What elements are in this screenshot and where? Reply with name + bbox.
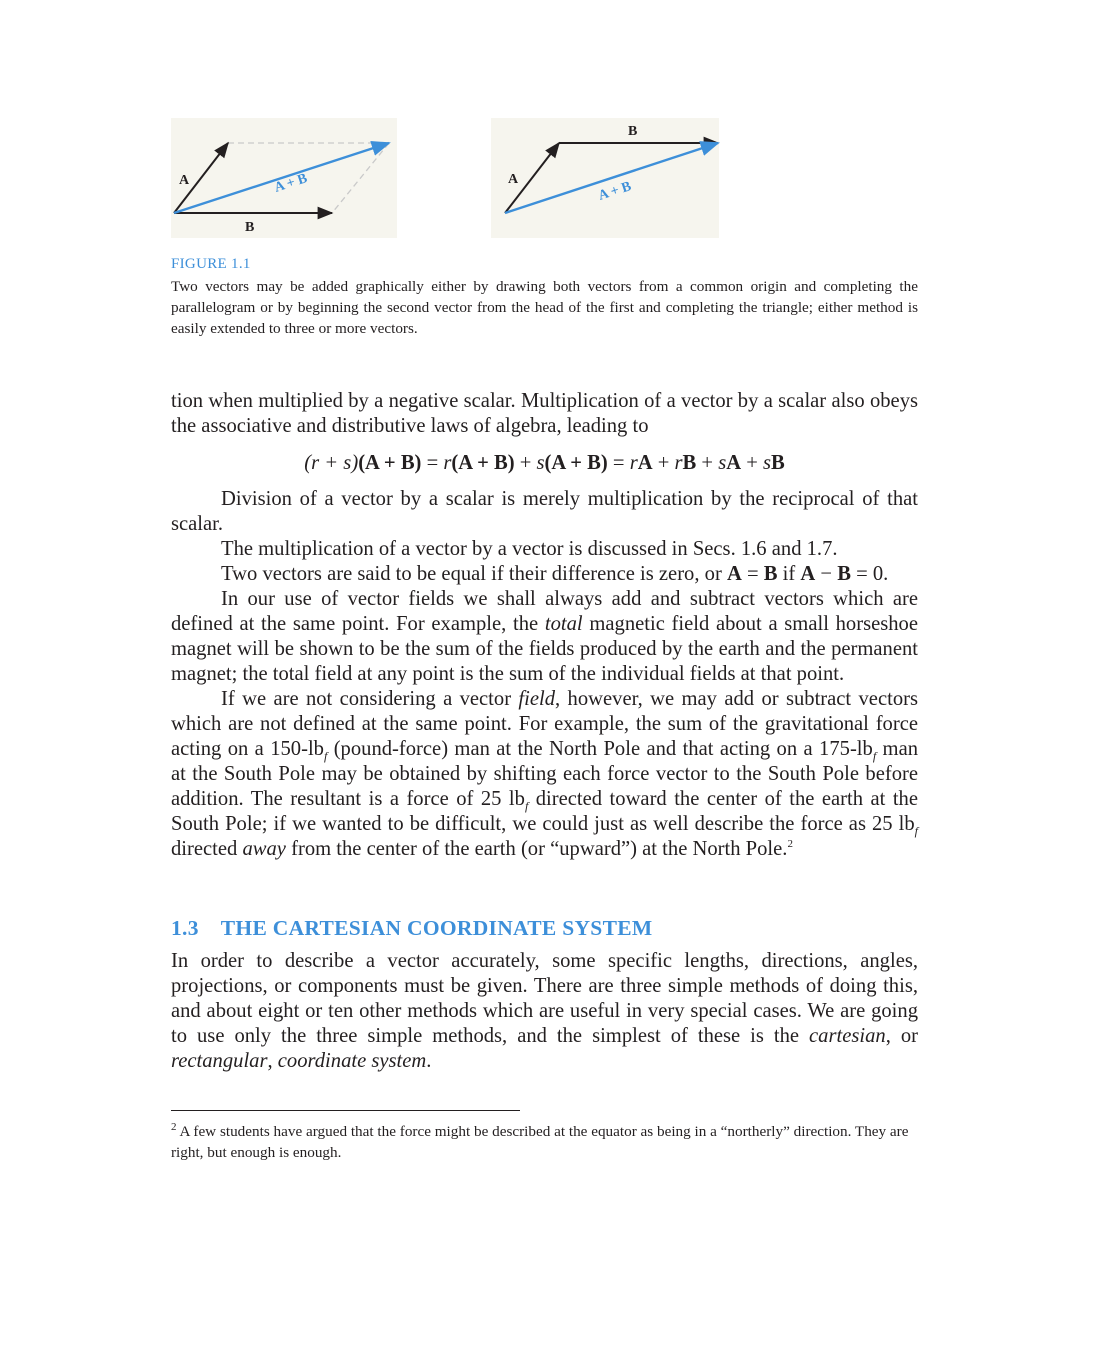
paragraph-continuation: tion when multiplied by a negative scalar. Multiplication of a vector by a scalar also obeys the associative and distributive laws of algebra, leading to [171,390,918,437]
label-a-left: A [179,173,190,188]
eq-op: + [696,452,719,474]
text-run: from the center of the earth (or “upward”) at the North Pole. [285,838,788,860]
footnote [171,1121,918,1163]
text-run: , or [885,1025,918,1047]
paragraph-gravitational-force [171,687,918,862]
text-run: rectangular [171,1050,268,1072]
section-heading [171,916,918,941]
eq-term: B [682,452,697,474]
eq-op: = [421,452,444,474]
footnote-ref[interactable]: 2 [787,838,793,851]
page [171,118,918,1163]
footnote-text: A few students have argued that the force might be described at the equator as being in a “northerly” direction. They are right, but enough is enough. [171,1123,909,1161]
text-run: cartesian [809,1025,886,1047]
subscript: f [323,749,328,764]
text-run: total [544,613,583,635]
paragraph-division: Division of a vector by a scalar is merely multiplication by the reciprocal of that scalar. [171,488,918,535]
eq-term: (r + s) [304,452,359,474]
paragraph-multiplication: The multiplication of a vector by a vector is discussed in Secs. 1.6 and 1.7. [221,538,838,560]
footnote-mark: 2 [171,1120,177,1133]
eq-op: + [741,452,763,474]
label-a-right: A [508,172,519,187]
text-run: directed toward the center of the earth at the South Pole; if we wanted to be difficult, we could just as well describe the force as 25 lb [171,788,918,835]
eq-term: A [726,452,742,474]
eq-term: r [443,452,452,474]
figure-label: FIGURE 1.1 [171,256,251,272]
text-run: directed [171,838,243,860]
eq-term: (A + B) [451,452,515,474]
text-run: B [837,563,851,585]
vector-addition-diagram [171,118,731,250]
eq-op: + [514,452,537,474]
eq-term: (A + B) [358,452,422,474]
eq-term: r [674,452,683,474]
text-run: A [726,563,742,585]
eq-op: + [652,452,675,474]
text-run: Two vectors are said to be equal if their difference is zero, or [221,563,727,585]
text-run: − [815,563,838,585]
text-run: coordinate system [277,1050,427,1072]
eq-term: (A + B) [544,452,608,474]
label-sum-right: A + B [596,179,634,204]
subscript: f [872,749,877,764]
text-run: , however, we may add or subtract vectors which are not defined at the same point. For example, the sum of the gravitational force acting on a 150-lb [171,688,918,760]
text-run: field [518,688,556,710]
text-run: In order to describe a vector accurately, some specific lengths, directions, angles, projections, or components must be given. There are three simple methods of doing this, and about eight or ten other methods which are useful in very special cases. We are going to use only the three simple methods, and the simplest of these is the [171,950,918,1047]
eq-term: A [637,452,653,474]
eq-op: = [607,452,630,474]
text-run: if [777,563,801,585]
eq-term: r [629,452,638,474]
paragraph-cartesian [171,949,918,1074]
body-text [171,389,918,1074]
figure-1-1 [171,118,918,250]
paragraph-vector-fields [171,587,918,687]
equation-distributive [171,451,918,476]
text-run: If we are not considering a vector [221,688,519,710]
text-run: (pound-force) man at the North Pole and that acting on a 175-lb [327,738,873,760]
footnote-rule [171,1110,520,1111]
label-b-left: B [245,220,255,235]
text-run: . [426,1050,432,1072]
text-run: , [267,1050,278,1072]
eq-term: B [771,452,785,474]
paragraph-equality [171,562,918,587]
subscript: f [524,799,529,814]
eq-term: s [763,452,772,474]
eq-term: s [536,452,545,474]
figure-caption: Two vectors may be added graphically either by drawing both vectors from a common origin and completing the parallelogram or by beginning the second vector from the head of the first and completing the triangle; either method is easily extended to three or more vectors. [171,278,918,337]
right-panel [491,118,719,238]
text-run: = 0. [850,563,889,585]
text-run: magnetic field about a small horseshoe magnet will be shown to be the sum of the fields produced by the earth and the permanent magnet; the total field at any point is the sum of the individual fields at that point. [171,613,918,685]
label-b-right: B [628,124,638,139]
text-run: B [763,563,778,585]
text-run: = [741,563,764,585]
subscript: f [914,824,918,839]
label-sum-left: A + B [272,171,310,196]
section-number: 1.3 [171,916,199,940]
section-title: THE CARTESIAN COORDINATE SYSTEM [220,916,653,940]
text-run: In our use of vector fields we shall always add and subtract vectors which are defined at the same point. For example, the [171,588,918,635]
text-run: man at the South Pole may be obtained by shifting each force vector to the South Pole before addition. The resultant is a force of 25 lb [171,738,919,810]
eq-term: s [718,452,727,474]
text-run: away [242,838,286,860]
text-run: A [800,563,816,585]
